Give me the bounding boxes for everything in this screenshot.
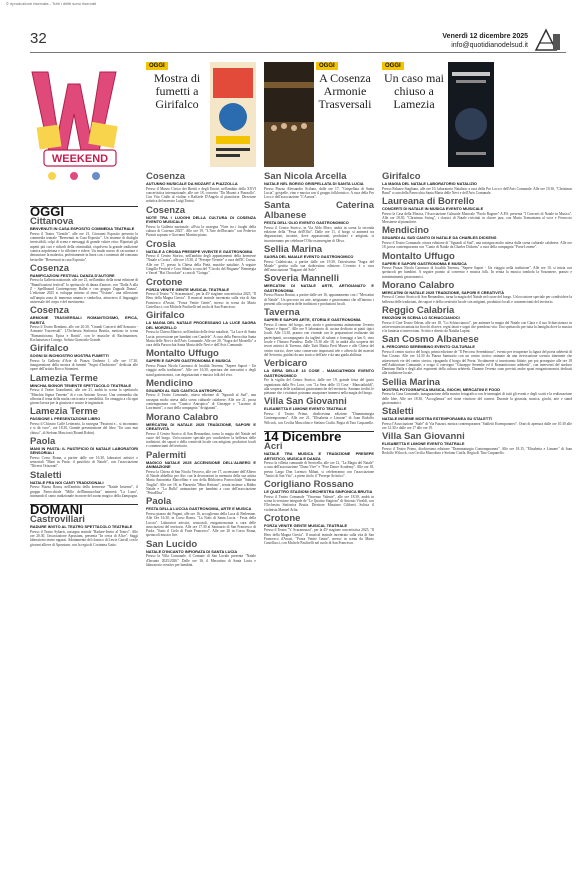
event-city: Girifalco (30, 343, 69, 355)
section-header-date: 14 Dicembre (264, 431, 374, 439)
event-body: Presso la Casa Comunale, inaugurazione della mostra fotografica con le immagini di tutti gli eventi e degli scatti e la realizzazione delle Idee. Alle ore 18.30, "Accoglienza" nel rione vincitore del contest. Durante la giornata, musica, giochi, arte e stand gastronomici. (382, 392, 572, 405)
promo-tag: OGGI (316, 62, 338, 70)
event-heading: NATALE INSIEME MOSTRA ESTEMPORANEA SU STALETTÌ (382, 416, 492, 422)
event-body: Presso la Galleria nazionale, alle ore 21, nell'ambito della nona edizione di "Ramificazioni festival" lo spettacolo di danza d'autore, con "Dalla A alla Z - Spellbound Contemporary Ballet e con gruppo Zappalà Danza". L'edizione 2025 si sviluppa intorno al tema "Visione", una riflessione sull'ampia zona di immensa umana e simbolica, attraverso il linguaggio universale del corpo e del movimento. (30, 278, 138, 304)
top-note: © riproduzione riservata - Tutti i diritti sono riservati (6, 1, 97, 6)
event-heading: ARMONIE TRASVERSALI ROMANTICISMO, EPICA, RARITÀ (30, 315, 138, 325)
event-body: Presso Calabricata, a partire dalle ore 19.30, l'attesissima "Sagra del Maiale" gestita sulla sua dodicesima edizione. L'evento è a cura dell'associazione "Ragazzi del Sole". (264, 259, 374, 273)
event-heading: CONCERTI DI NATALE IN MUSICA EVENTO MUSICALE (382, 206, 484, 212)
orchestra-image (264, 62, 314, 167)
event-body: Presso il Teatro Sybaris, rassegna teatrale "Radure-Invito al Teatro". Alle ore 20.30, l'associazione Aprustum, presenta "In cerca di Alice". Saggi laboratorio teatro ragazzi. Adattamento del classico di Lewis Carroll con le giovani allieve di Aprustum, con la regia di Cosimina Gatto. (30, 529, 138, 547)
event-entry (264, 397, 374, 424)
event-heading: LA MAGIA DEL NATALE LABORATORIO NATALIZIO (382, 181, 477, 186)
event-heading: SAPERI E SAPORI GASTRONOMIA E MUSICA (146, 358, 231, 364)
promo-card-3[interactable] (382, 62, 572, 167)
column-4 (382, 172, 572, 457)
event-heading: SAPERI E SAPORI GASTRONOMIA E MUSICA (382, 260, 467, 266)
event-body: Presso il Centro Storico di San Bernardino, torna la magia del Natale nel cuore del borgo. Un'occasione speciale per condividere la bellezza delle tradizioni, dei sapori e della creatività locale con artigiani, produttori locali e commercianti del territorio. (146, 431, 256, 449)
event-city: Santa Caterina Albanese (264, 200, 374, 222)
event-entry (382, 335, 572, 375)
event-city: Villa San Giovanni (382, 431, 465, 443)
site-text[interactable]: info@quotidianodelsud.it (451, 42, 528, 49)
event-body: Presso il Teatro Primo, diodicesima edizione "Drammaturgia Contemporanea". Alle ore 21, "Elisabetta e Limone" di Joan Rodolfo Wilcock, con Cecilia Muscolino e Stefano Ciuffa. Regia di Tino Caspanello. (264, 411, 374, 425)
event-heading: SGUARDI AL SUD CANTICA ANTROPICA (146, 387, 222, 393)
event-body: Presso il Teatro "V. Scaramuzza", per la 45ª stagione concertistica 2025, "Il Hero della Magna Grecia". Il musical teatrale incentrato sulla vita di San Francesco d'Assisi, "Forza Venite Gente", messo in scena da Mario Castellacci, con Michele Paulicelli nel ruolo di San Francesco. (264, 528, 374, 546)
event-body: Presso la Chiesa di San Nicola Vescovo, alle ore 17, accensione dell'Albero di Natale abbellito per Airc con la decorazioni in memoria della sua artista Maria Antonietta Marcellino e con della Biblioteca Parrocchiale "Sabrina Truglia". Alle ore 18, in Piazzetta "Mino Reitano", serata insieme a Babbo Natale e "La Bulla" animazione per bambini a cura dell'associazione "PetraElisa". (146, 469, 256, 496)
event-city: Taverna (264, 307, 300, 319)
promo-card-2[interactable] (264, 62, 374, 167)
promo-tag: OGGI (146, 62, 168, 70)
event-heading: SGUARDI AL SUD CANTO DI NATALE DA CHARLES DICKENS (382, 235, 497, 241)
event-body: Presso la villetta comunale di Serricella, alle ore 12, "La Magia del Natale" a cura dell'associazione "Duno Vive" e "Five Dance Academy". Alle ore 18, presso Largo Don Lorenzo Milani, si celebreranno con l'associazione "Amici di San Vito", a pieno titolo il "Presepe Artistico". (264, 461, 374, 478)
promo-card-1[interactable] (146, 62, 256, 167)
event-heading: LE QUATTRO STAGIONI ORCHESTRA SINFONICA BRUTIA (264, 489, 373, 495)
book-cover-image (448, 62, 494, 167)
event-heading: LA SERA DELLE 13 COSE - MANCIATHIDDI EVENTO GASTRONOMICO (264, 368, 374, 378)
event-heading: ELISABETTA E LIMONE EVENTO TEATRALE (382, 441, 465, 447)
event-city: Corigliano Rossano (264, 479, 354, 491)
event-entry (146, 172, 256, 204)
event-entry (30, 306, 138, 342)
event-entry (264, 359, 374, 395)
event-heading: LA MAGIA DEL NATALE PROCESSANO LA LUCE SAGRA DEL MORZELLO (146, 320, 256, 330)
event-city: Sellia Marina (382, 376, 441, 388)
column-2 (146, 172, 256, 569)
event-city: Lamezia Terme (30, 372, 98, 384)
event-entry (146, 206, 256, 238)
event-body: Presso Corso Roma, a partire dalle ore 16.30, laboratori artistici e sensoriali "Mani in Pasta: il pastificio di Natale", con l'associazione "Diversi Orizzonti". (30, 455, 138, 469)
event-entry (30, 515, 138, 547)
event-body: Presso la Chiesa Matrice, nell'ambito delle feste natalizie, "La Luce di Santa Lucia: processione per bambini con Candele". A cura della Parrocchia Santa Maria delle Nevi e dell'Avis Comunale. Alle ore 20, "Sagra del Morzello" a cura della Parrocchia Santa Maria delle Nevi e dell'Avis Comunale. (146, 330, 256, 348)
column-3 (264, 172, 374, 548)
page-number: 32 (30, 30, 47, 47)
event-heading: RADURE INVITO AL TEATRO SPETTACOLO TEATRALE (30, 524, 133, 530)
event-entry (264, 245, 374, 272)
event-city: Cosenza (30, 305, 70, 317)
event-entry (30, 374, 138, 406)
event-city: Paola (146, 496, 172, 508)
event-city: Staletti (382, 406, 414, 418)
event-city: Cittanova (30, 216, 74, 228)
event-heading: MANI IN PASTA: IL PASTIFICIO DI NATALE LABORATORI SENSORIALI (30, 445, 138, 456)
event-city: Cosenza (30, 262, 70, 274)
event-entry (382, 172, 572, 195)
event-entry (146, 349, 256, 376)
event-entry (382, 197, 572, 224)
event-city: Lamezia Terme (30, 406, 98, 418)
event-entry (264, 308, 374, 357)
logo-text: WEEKEND (51, 153, 109, 165)
event-city: Sellia Marina (264, 244, 323, 256)
event-city: Paola (30, 435, 56, 447)
event-entry (382, 378, 572, 405)
weekend-logo (30, 64, 130, 184)
event-body: Presso Piazza Alessandro Scifano, dalle ore 17, "Grispellata di Santa Lucia", grispelle, vino e musica con il gruppo folkloristico. A cura della Pro Loco e dell'associazione "L'Aurora". (264, 186, 374, 200)
event-body: Presso piazza dei Pagani, alle ore 16, accoglienza della Luca di Betlemme. Alle Ore 16.30, in Corso Roma, "La Notti di Santa Lucia - Festa della Luccia". Laboratori artistici, sensoriali, enogastronomia a cura delle associazioni del territorio. Alle ore 17.30 al Santuario di San Francesco di Paola, "Satto il Cielo di Frate Francesco". Alle ore 20 in Corso Roma, spettacoli musica live. (146, 511, 256, 538)
event-city: Villa San Giovanni (264, 396, 347, 408)
header-rule (30, 52, 566, 53)
event-city: Palermiti (146, 449, 187, 461)
event-body: Per la vigilia del Centro Storico, dalle ore 19, grande festa del gusto organizzata dalla Pro Loco, con "La Sera delle 13 Cose - Manciathiddi", alla scoperta delle tradizioni gastronomiche del territorio. Saranno tredici le pietanze che i visitatori potranno assaporare immersi nella magia del borgo. (264, 378, 374, 396)
event-body: Presso il Cine Teatro Odeon, alle ore 18, "Lo Schiaccianoci", per animare la magia del Natale con Clara e il suo Schiaccianoci in un'avventura incantata tra fiocchi di neve, regni fatati e sogni che prendono vita. Uno spettacolo per tutta la famiglia dove la musica e la fantasia si intrecciano. Scritto e diretto da Natalia Lupini. (382, 320, 572, 334)
event-body: Presso il Teatro Primo, diodicesima edizione "Drammaturgia Contemporanea". Alle ore 18.15, "Elisabetta e Limone" di Joan Rodolfo Wilcock, con Cecilia Muscolino e Stefano Ciuffa. Regia di Tino Caspanello. (382, 446, 572, 456)
event-entry (146, 379, 256, 411)
event-heading: ELISABETTA E LIMONE EVENTO TEATRALE (264, 406, 347, 412)
event-entry (30, 217, 138, 262)
event-body: Presso la Galleria d'Arte di Piazza Umberto I, alle ore 17.30, inaugurazione della mostra di fumetti "Sogni d'Inchiostro" dedicata alle opere dell'artista Rocco Strumieri. (30, 358, 138, 372)
event-city: Morano Calabro (146, 411, 219, 423)
event-body: Presso il Teatro Comunale "Vincenzo Valente", alle ore 18.30, andrà in scena la versione integrale de "Le Quattro Stagioni" di Antonio Vivaldi, con l'Orchestra Sinfonica Brutia. Direttore Massimo Cilibreti. Solista il violinista Manuel Arlia. (264, 494, 374, 512)
promo-tag: OGGI (382, 62, 404, 70)
event-heading: NATALE D'INCANTO INFIORATA DI SANTA LUCIA (146, 548, 238, 554)
event-entry (146, 311, 256, 347)
event-entry (382, 306, 572, 333)
event-entry (264, 480, 374, 512)
event-city: Crotone (146, 276, 183, 288)
event-body: Presso il Museo Civico dei Brettii e degli Enotri, nell'ambito della XXVI concertistica internazionale, alle ore 18, concerto "Da Mozart a Piazzolla". Con Vito Ciullo al violino e Raffaele D'Angelo al pianoforte. Direzione artistica del maestro Luigi Tomai. (146, 186, 256, 204)
event-heading: FORZA VENITE GENTE MUSICAL TEATRALE (264, 522, 348, 528)
event-body: Presso la Casa della Musica, l'Associazione Culturale Musicale "Paolo Ragone" A.P.S. presenta "I Concerti di Natale in Musica". Alle ore 18.30, "Christmas Swing", i classici di Natale rivisitati in chiave jazz, con Maria Tramontana al voce e Ferruccio Messinese al pianoforte. (382, 211, 572, 225)
event-entry (146, 540, 256, 567)
event-heading: FESTA DELL'OLIO EVENTO GASTRONOMICO (264, 220, 349, 226)
event-entry (146, 413, 256, 449)
event-city: Crotone (264, 512, 301, 524)
event-heading: NATALE TRA MUSICA E TRADIZIONE PRESEPE ARTISTICO, MUSICA E DANZA (264, 451, 374, 461)
event-entry (382, 432, 572, 455)
event-heading: BENVENUTI IN CASA ESPOSITO COMMEDIA TEATRALE (30, 226, 135, 232)
event-heading: IL PERCORSO SEREMBINO EVENTO CULTURALE (382, 344, 475, 350)
event-heading: MAGICO NATALE 2025 ACCENSIONE DELL'ALBERO E ANIMAZIONE (146, 459, 256, 470)
event-city: Reggio Calabria (382, 305, 455, 317)
event-entry (146, 497, 256, 537)
event-entry (382, 226, 572, 249)
event-heading: FORZA VENITE GENTE MUSICAL TEATRALE (146, 286, 230, 292)
event-city: Castrovillari (30, 514, 85, 526)
event-city: Montalto Uffugo (146, 348, 219, 360)
event-city: Girifalco (146, 310, 185, 322)
event-body: Presso il Centro Storico, nell'ambito degli appuntamenti della kermesse "Natale a Crosia", alle ore 15.30, il "Presepe Vivente" a cura dell'IC Crosia. Alle ore 17, presso la Chiesa della Pietà, musiche natalizie. A seguire Gingillo Festival e Coro Sibaris a cura del "Circolo del Brigante" Bennergia e Varsel "Hai Chocolate" a cura di "Gotago". (146, 254, 256, 276)
event-entry (146, 240, 256, 276)
event-city: Soveria Mannelli (264, 273, 339, 285)
event-city: Cosenza (146, 204, 186, 216)
event-entry (30, 437, 138, 469)
event-body: Presso il Teatro Comunale, ottava edizione di "Sguardi al Sud", una rassegna molto attesa dalla scena culturale calabrese. Alle ore 21, prosa contemporanea con "Cantico Antropico" di Giuseppe e "Lacrime di Lacrimoni", a cura della compagnia "Artigianati". (146, 393, 256, 411)
event-heading: SOGNI DI INCHIOSTRO MOSTRA FUMETTI (30, 353, 109, 359)
event-city: Laureana di Borrello (382, 196, 475, 208)
event-city: San Cosmo Albanese (382, 334, 479, 346)
event-body: Presso il centro del borgo, arte, storia e gastronomia animeranno l'evento "Saperi e Sapori". Alle ore 9 laboratorio di cucina dedicato ai piatti tipici locali. Alle 13.30, pranzo con vivande con le preparazioni realizzate dai partecipanti, accompagnato da taglieri di salumi e formaggi a km 0, vino locale e l'Amaro Paradiso. Dalle 15.30 alle 18, in andrà alla scoperta dei tesori artistici di Taverna, dalle Tutti Mattia Preti Museo e alle Chiese del centro storico, dove sono conservate importanti tele e affreschi dei maestri del Seicento, guidati da uno storico dell'arte e da una guida abilitata. (264, 322, 374, 357)
event-heading: MOSTRA FOTOGRAFICA MUSICA, GIOCHI, MERCATINI E FOOD (382, 386, 501, 392)
header-date (442, 32, 528, 50)
event-entry (264, 172, 374, 199)
event-heading: MERCATINI DI NATALE 2025 TRADIZIONE, SAPORI E CREATIVITÀ (382, 289, 505, 295)
event-entry (382, 407, 572, 430)
event-heading: FESTA DELLA LUCCIA GASTRONOMIA, ARTE E MUSICA (146, 506, 252, 512)
event-body: Presso il Centro Storico, in Via Aldo Moro, andrà in scena la seconda edizione della "Festa dell'Olio". Dalle ore 11, il borgo si animerà tra degustazioni, incontri, dove appassionati, produttori e artigiani, si incontreranno per celebrare l'Olio extravergine di Oliva. (264, 225, 374, 243)
event-heading: AUTUNNO MUSICALE DA MOZART A PIAZZOLLA (146, 181, 238, 186)
event-city: San Lucido (146, 538, 198, 550)
event-entry (146, 278, 256, 310)
date-text: Venerdì 12 dicembre 2025 (442, 33, 528, 40)
event-entry (30, 471, 138, 498)
event-body: Presso il Teatro "Gentile", alle ore 21, Giovanni Esposito presenta la commedia teatrale "Benvenuti in Casa Esposito". Un insieme di dialoghi irresistibili, colpi di scena e messaggi di grande valore etico. Riportati gli aspetti più cari e ridicoli della criminalità, rispolvera la grande tradizione comica napoletana e fa riflettere e ridere. Un modo nuovo di raccontare e denunciare la malavita, perfettamente in linea con i contenuti del romanzo bestseller "Benvenuti in casa Esposito". (30, 231, 138, 262)
event-city: Staletti (30, 469, 62, 481)
event-body: Presso Piazza Nicola Caronaco di località Taverna, "Sapere Sapori - Un viaggio nella tradizione". Alle ore 10, si inizia con spettacoli per bambini. A seguire pranzo al convento e musica folk. In serata la musica tombola la Sozzanese, pranzo e intrattenimenti gastronomici. (382, 266, 572, 279)
event-heading: NOTE TRA I LUOGHI DELLA CULTURA DI COSENZA EVENTO MUSICALE (146, 214, 256, 225)
event-city: Mendicino (382, 225, 429, 237)
event-heading: RAMIFICAZIONI FESTIVAL DANZA D'AUTORE (30, 272, 115, 278)
promo-caption: Mostra di fumetti a Girifalco (153, 71, 201, 111)
event-city: Acri (264, 441, 283, 453)
column-1 (30, 200, 138, 549)
event-body: Presso il centro storico del borgo, prima edizione de "Il Percorso Serembinuo", evento per recuperare la figura del poeta arbëresh di San Cosmo. Alle ore 14.30 da Piazza Santuario con un centro storico animato da una rievocazione scenica itinerante che attraverserà vie del centro storico, ripagando il borgo del Poeta. Vocalmente si inseriranno fittizie, per poi proseguire alle ore 18 nell'Auditorium Comunale, a svago il convegno "Giuseppe Serembe ed il Romanticismo arbëresh", con interventi del sindaco Damiano Baffa e degli altri esponenti della cultura arbëresh. Durante l'evento sono previsti anche spazi enogastronomici dedicati alla tradizione locale. (382, 349, 572, 376)
promo-caption: A Cosenza Armonie Trasversali (318, 71, 372, 111)
event-heading: MERCATINI DI NATALE ARTE, ARTIGIANATO E GASTRONOMIA (264, 283, 374, 293)
event-body: Presso Piazza Roma, nell'ambito della kermesse "Natale Insieme", il gruppo Parrocchiale "Mille dell'Immacolata" animerà "La Luna", intonando il canto tradizionale in onore del suono magico della Zampogna. (30, 485, 138, 498)
event-body: Presso la Galleria nazionale, all'via la rassegna "Note tra i luoghi della cultura di Cosenza 2025". Alle ore 19, "L'Arte dell'Incanto" con Federico Pizzuti soprano e Giovanni Martino piano. (146, 224, 256, 238)
event-entry (30, 407, 138, 434)
event-entry (30, 264, 138, 304)
event-city: Verbicaro (264, 358, 308, 370)
section-header-tomorrow: DOMANI (30, 504, 138, 512)
event-heading: MERCATINI DI NATALE 2025 TRADIZIONE, SAPORI E CREATIVITÀ (146, 421, 256, 432)
event-entry (382, 252, 572, 279)
newspaper-logo-icon (534, 28, 562, 52)
event-body: Presso il Teatro Grandinetti, alle ore 21, andrà in scena lo spettacolo "Minchia Signor Tenente" di e con Antonio Grosso. Una commedia che affronta il tema della mafia con ironia e sensibilità. Un omaggio a chi ogni giorno lavora per la giustizia e contro le ingiustizie. (30, 388, 138, 406)
event-city: Mendicino (146, 377, 193, 389)
event-city: San Nicola Arcella (264, 171, 347, 182)
event-body: Presso la Villa Comunale, il Comune di San Lucido presenta "Natale d'Incanto 2025/2026". Dalle ore 16, il Mercatino di Santa Lucia e laboratorio creativo per bambini. (146, 554, 256, 567)
event-city: Morano Calabro (382, 279, 455, 291)
event-body: Presso l'Associazione "Stalé" di Via Fazzari, mostra contemporanea "Stalletti Estemporaneo". Orari di apertura dalle ore 10.30 alle ore 12.30 e dalle ore 17 alle ore 19. (382, 421, 572, 430)
event-heading: NATALE FRA NOI CANTI TRADIZIONALI (30, 479, 104, 485)
event-entry (264, 201, 374, 243)
event-body: Presso il Chiostro Caffè Letterario, la rassegna "Passioni e... si incontrano e si dà voce", ore 18.30, Grande presentazione del libro "Un caso mai chiuso", di Stefano Mascioni (Round Robin). (30, 421, 138, 435)
event-entry (264, 274, 374, 306)
event-city: Girifalco (382, 171, 421, 182)
event-body: Presso Piazza Bonini, a partire dalle ore 16, appuntamento con i "Mercatini di Natale". Un percorso tra arte, artigianato e gastronomia che all'interno i presenti alla scoperta delle tradizioni e produzioni locali. (264, 293, 374, 307)
event-body: Presso il Teatro "V. Scaramuzza", per la 45ª stagione concertistica 2025, "Il Hero della Magna Grecia". Il musical teatrale incentrato sulla vita di San Francesco d'Assisi, "Forza Venite Gente", messo in scena da Mario Castellacci, con Michele Paulicelli nel ruolo di San Francesco. (146, 292, 256, 309)
section-header-today: OGGI (30, 206, 138, 214)
promo-caption: Un caso mai chiuso a Lamezia (384, 71, 444, 111)
event-entry (146, 451, 256, 496)
event-body: Presso il Teatro Comunale, ottava edizione di "Sguardi al Sud", una rassegna molto attesa dalla scena culturale calabrese. Alle ore 18, prosa contemporanea con "Canto di Natale da Charles Dickens" a cura della compagnia "Porte Lenene". (382, 240, 572, 250)
event-heading: NATALE A CROSIA PRESEPE VIVENTE E GASTRONOMIA (146, 248, 253, 254)
event-heading: SAGRA DEL MAIALE EVENTO GASTRONOMICO (264, 254, 354, 260)
event-body: Presso il Centro Storico di San Bernardino, torna la magia del Natale nel cuore del borgo. Un'occasione speciale per condividere la bellezza delle tradizioni, dei sapori e della creatività locale con artigiani, produttori locali e commercianti del territorio. (382, 295, 572, 304)
event-city: Crosia (146, 238, 176, 250)
event-heading: PASSIONE L PRESENTAZIONE LIBRO (30, 416, 101, 422)
event-heading: SAPERI E SAPORI ARTE, STORIA E GASTRONOMIA (264, 317, 361, 323)
event-body: Presso il Teatro Rendano, alle ore 20.30, "Grandi Concerti dell'Armonia - Armonie Trasversali". L'Orchestra Sinfonica Bruttia, mettono in scena "Romanticismo, Epica e Rarità", con le musiche di Rachmaninov, Kochaturian e Lonego. Solista Giancarlo Grande. (30, 325, 138, 343)
event-body: Presso Piazza Nicola Caronaco di località Taverna, "Sapere Sapori - Un viaggio nella tradizione". Alle ore 16.30, apertura dei mercatini e degli stand gastronomici, con degustazioni e musica folk del vivo. (146, 363, 256, 377)
event-entry (30, 344, 138, 371)
comics-poster-image (210, 62, 256, 167)
event-entry (264, 442, 374, 478)
event-city: Cosenza (146, 171, 186, 182)
event-entry (264, 514, 374, 546)
event-city: Montalto Uffugo (382, 250, 455, 262)
event-heading: MINCHIA SIGNOR TENENTE SPETTACOLO TEATRALE (30, 382, 132, 388)
event-entry (382, 281, 572, 304)
event-heading: EMOZIONI IN SCENA LO SCHIACCIANOCI (382, 315, 460, 321)
event-heading: NATALE NEL BORGO GRISPELLATA DI SANTA LUCIA (264, 181, 364, 186)
event-body: Presso Palazzo Stagliano, alle ore 10, laboratorio Natalizio a cura della Pro Loco e dell'Avis Comunale. Alle ore 19.30, "Christmas Band" a cura della Parrocchia Santa Maria delle Nevi e dell'Avis Comunale. (382, 186, 572, 195)
